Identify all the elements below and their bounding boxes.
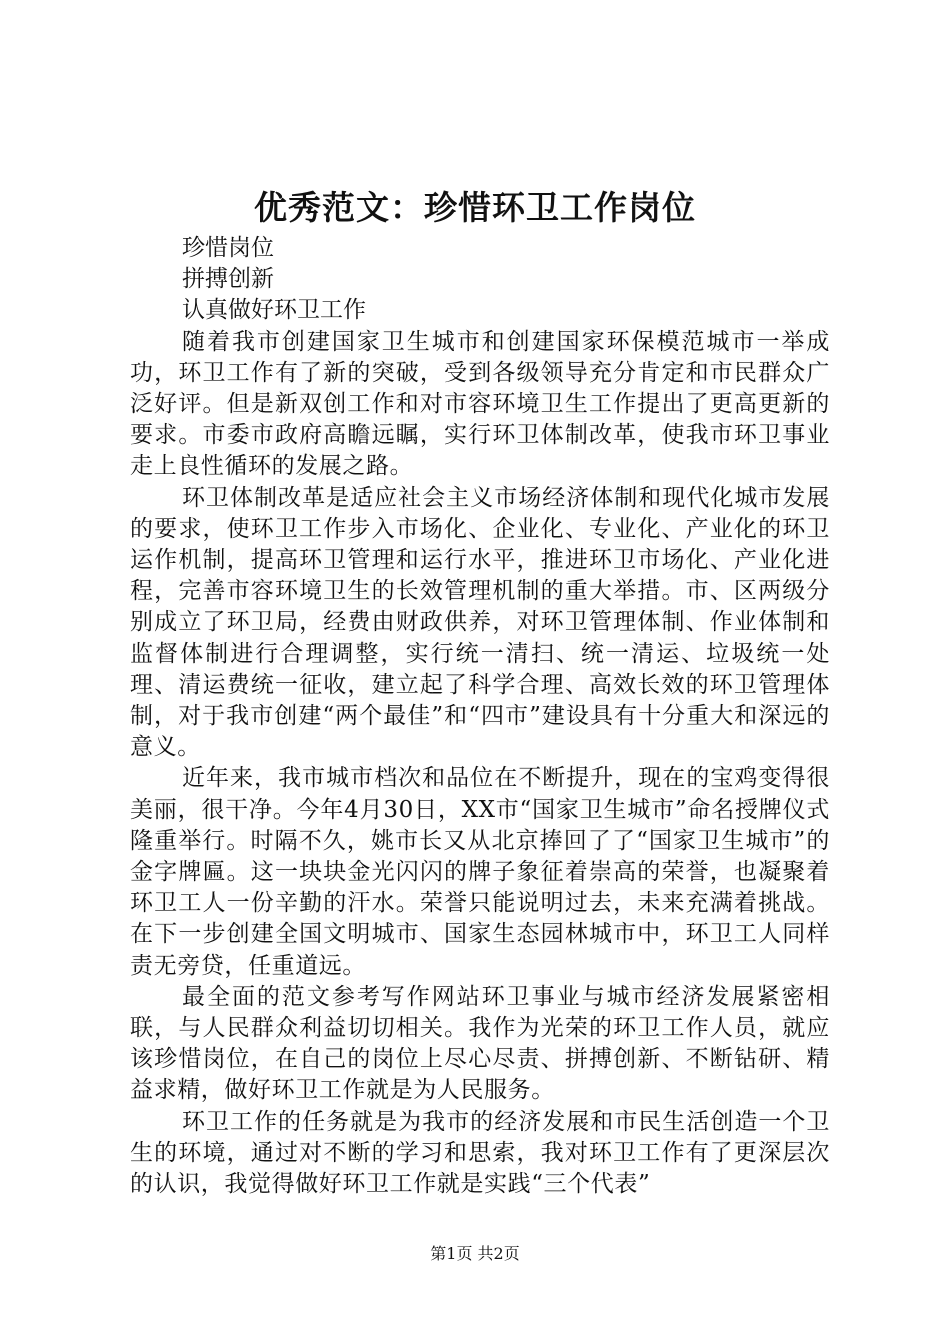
subheading: 珍惜岗位	[182, 235, 274, 261]
page-footer: 第1页 共2页	[430, 1244, 520, 1263]
subheading: 认真做好环卫工作	[182, 297, 366, 324]
paragraph: 近年来，我市城市档次和品位在不断提升，现在的宝鸡变得很美丽，很干净。今年4月30日，XX市“国家卫生城市”命名授牌仪式隆重举行。时隔不久，姚市长又从北京捧回了了“国家卫生城市”的金字牌匾。这一块块金光闪闪的牌子象征着崇高的荣誉，也凝聚着环卫工人一份辛勤的汗水。荣誉只能说明过去，未来充满着挑战。在下一步创建全国文明城市、国家生态园林城市中，环卫工人同样责无旁贷，任重道远。	[130, 765, 830, 979]
paragraph: 最全面的范文参考写作网站环卫事业与城市经济发展紧密相联，与人民群众利益切切相关。我作为光荣的环卫工作人员，就应该珍惜岗位，在自己的岗位上尽心尽责、拼搏创新、不断钻研、精益求精，做好环卫工作就是为人民服务。	[130, 983, 830, 1104]
subheading: 拼搏创新	[182, 266, 274, 293]
document-body	[130, 233, 830, 1200]
document-title: 优秀范文：珍惜环卫工作岗位	[254, 188, 696, 227]
paragraph: 环卫工作的任务就是为我市的经济发展和市民生活创造一个卫生的环境，通过对不断的学习和思索，我对环卫工作有了更深层次的认识，我觉得做好环卫工作就是实践“三个代表”	[130, 1108, 830, 1198]
paragraph: 随着我市创建国家卫生城市和创建国家环保模范城市一举成功，环卫工作有了新的突破，受到各级领导充分肯定和市民群众广泛好评。但是新双创工作和对市容环境卫生工作提出了更高更新的要求。市委市政府高瞻远瞩，实行环卫体制改革，使我市环卫事业走上良性循环的发展之路。	[130, 328, 830, 480]
paragraph: 环卫体制改革是适应社会主义市场经济体制和现代化城市发展的要求，使环卫工作步入市场化、企业化、专业化、产业化的环卫运作机制，提高环卫管理和运行水平，推进环卫市场化、产业化进程，完善市容环境卫生的长效管理机制的重大举措。市、区两级分别成立了环卫局，经费由财政供养，对环卫管理体制、作业体制和监督体制进行合理调整，实行统一清扫、统一清运、垃圾统一处理、清运费统一征收，建立起了科学合理、高效长效的环卫管理体制，对于我市创建“两个最佳”和“四市”建设具有十分重大和深远的意义。	[130, 484, 830, 761]
